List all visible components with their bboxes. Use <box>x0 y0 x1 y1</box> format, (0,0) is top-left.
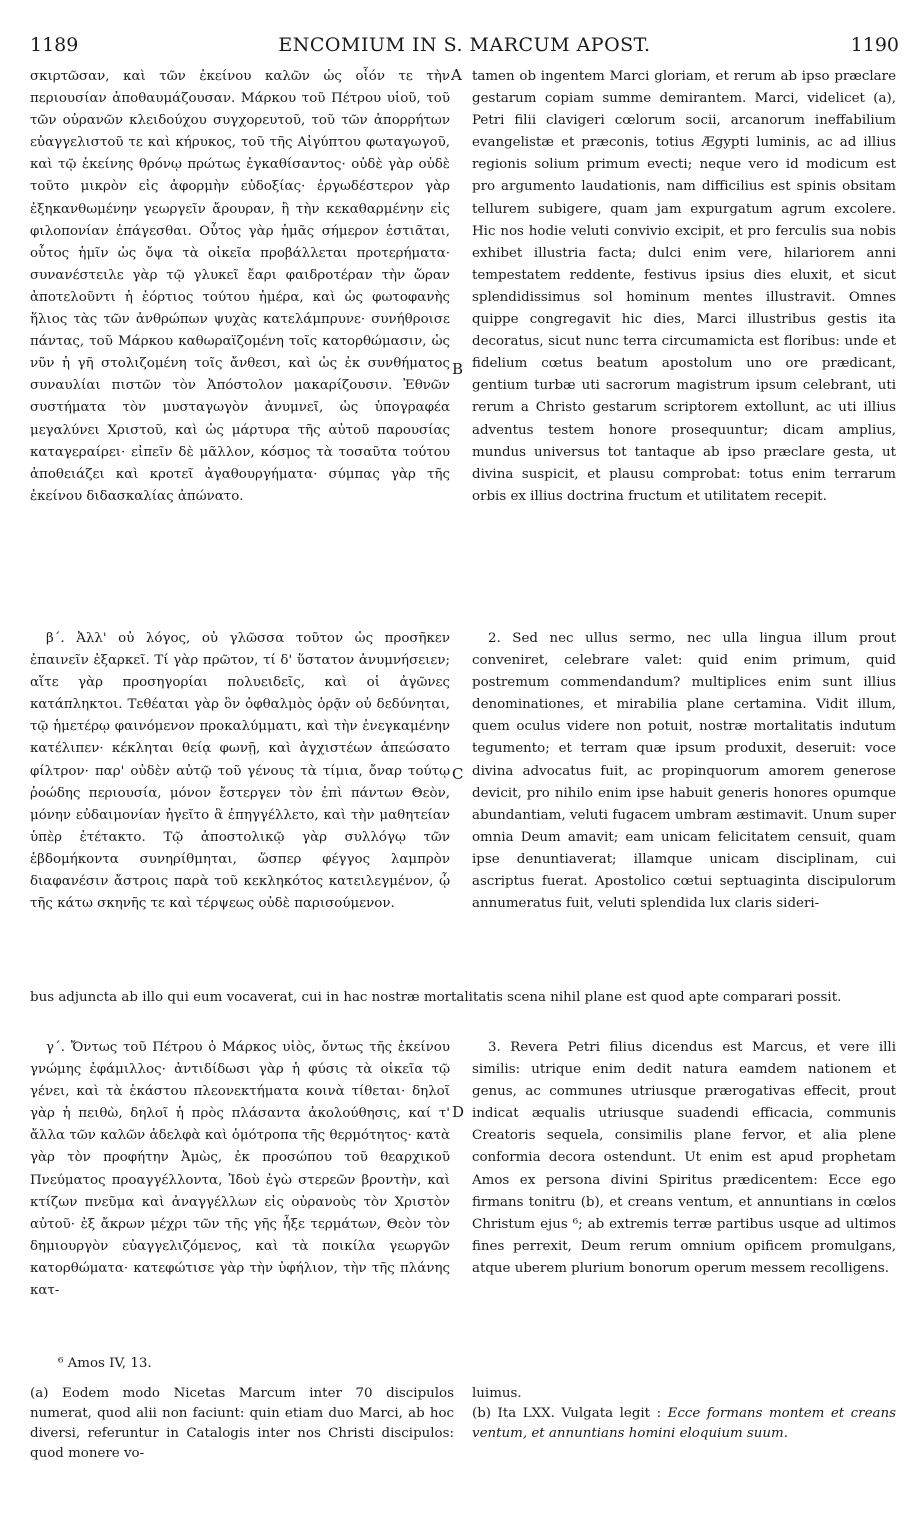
greek-column-section-1 <box>30 66 450 508</box>
running-title: ENCOMIUM IN S. MARCUM APOST. <box>278 34 651 56</box>
latin-column-section-1 <box>472 66 896 508</box>
latin-column-section-2 <box>472 628 896 915</box>
footnote-6: ⁶ Amos IV, 13. <box>58 1356 152 1371</box>
page-number-right: 1190 <box>850 34 899 56</box>
footnote-b-text <box>472 1404 896 1444</box>
footnote-b-label: (b) Ita LXX. Vulgata legit : <box>472 1406 668 1421</box>
footnote-b-quote: Ecce formans montem et creans ventum, et annuntians homini eloquium suum. <box>472 1406 896 1441</box>
margin-marker-b: B <box>452 360 464 378</box>
latin-paragraph: 3. Revera Petri filius dicendus est Marcus, et vere illi similis: utrique enim dedit natura eamdem nationem et genus, ac communes utriusque prærogativas effecit, prout indicat æqualis utriusque suadendi efficacia, communis Creatoris sequela, consimilis plane fervor, et alia plene conformia decora ostendunt. Ut enim est apud prophetam Amos ex persona divini Spiritus prædicentem: Ecce ego firmans tonitru (b), et creans ventum, et annuntians in cœlos Christum ejus ⁶; ab extremis terræ partibus usque ad ultimos fines perrexit, Deum rerum omnium opificem promulgans, atque uberem plurium bonorum operum messem recolligens. <box>472 1040 896 1276</box>
page-header <box>30 34 899 64</box>
greek-paragraph: γ΄. Ὄντως τοῦ Πέτρου ὁ Μάρκος υἱὸς, ὄντως τῆς ἐκείνου γνώμης ἐφάμιλλος· ἀντιδίδωσι γὰρ ἡ φύσις τὰ οἰκεῖα τῷ γένει, καὶ τὰ ἑκάστου πλεονεκτήματα κοινὰ τίθεται· δηλοῖ γὰρ ἡ πειθὼ, δηλοῖ ἡ πρὸς πλάσαντα ἀκολούθησις, καί τ' ἄλλα τῶν καλῶν ἀδελφὰ καὶ ὁμότροπα τῆς θερμότητος· κατὰ γὰρ τὸν προφήτην Ἀμὼς, ἐκ προσώπου τοῦ θεαρχικοῦ Πνεύματος προαγγέλλοντα, Ἰδοὺ ἐγὼ στερεῶν βροντὴν, καὶ κτίζων πνεῦμα καὶ ἀναγγέλλων εἰς οὐρανοὺς τὸν Χριστὸν αὐτοῦ· ἐξ ἄκρων μέχρι τῶν τῆς γῆς ἧξε τερμάτων, Θεὸν τὸν δημιουργὸν εὐαγγελιζόμενος, καὶ τὰ ποικίλα γεωργῶν κατορθώματα· κατεφώτισε γὰρ τὴν ὑφήλιον, τὴν τῆς πλάνης κατ- <box>30 1040 450 1299</box>
page-number-left: 1189 <box>30 34 79 56</box>
margin-marker-d: D <box>452 1103 465 1121</box>
greek-column-section-3 <box>30 1037 450 1302</box>
footnote-a-end: luimus. <box>472 1386 522 1401</box>
latin-paragraph: 2. Sed nec ullus sermo, nec ulla lingua illum prout conveniret, celebrare valet: quid enim primum, quid postremum commendandum? multiplices enim sunt illius denominationes, et mirabilia plane certamina. Vidit illum, quem oculus videre non potuit, nostræ mortalitatis indutum tegumento; et terram quæ ipsum produxit, deseruit: voce divina advocatus fuit, ac propinquorum amorem generose devicit, pro nihilo enim ipse habuit generis honores opumque abundantiam, veluti fugacem umbram æstimavit. Unum super omnia Deum amavit; eam unicam felicitatem censuit, quam ipse denuntiaverat; illamque unicam disciplinam, cui ascriptus fuerat. Apostolico cœtui septuaginta discipulorum annumeratus fuit, veluti splendida lux claris sideri- <box>472 631 896 912</box>
margin-marker-a: A <box>451 66 462 84</box>
greek-paragraph: β΄. Ἀλλ' οὐ λόγος, οὐ γλῶσσα τοῦτον ὡς προσῆκεν ἐπαινεῖν ἐξαρκεῖ. Τί γὰρ πρῶτον, τί δ' ὕστατον ἀνυμνήσειεν; αἵτε γὰρ προσηγορίαι πολυειδεῖς, καὶ οἱ ἀγῶνες κατάπληκτοι. Τεθέαται γὰρ ὃν ὀφθαλμὸς ὁρᾷν οὐ δεδύνηται, τῷ ἡμετέρῳ φαινόμενον προκαλύμματι, καὶ τὴν ἐνεγκαμένην κατέλιπεν· κέκληται θείᾳ φωνῇ, καὶ ἀγχιστέων ἀπεώσατο φίλτρον· παρ' οὐδὲν αὐτῷ τοῦ γένους τὰ τίμια, ὄναρ τούτῳ ῥοώδης περιουσία, μόνον ἔστεργεν τὸν ἐπὶ πάντων Θεὸν, μόνην εὐδαιμονίαν ἡγεῖτο ἃ ἐπηγγέλλετο, καὶ τὴν μαθητείαν ὑπὲρ ἐτέτακτο. Τῷ ἀποστολικῷ γὰρ συλλόγῳ τῶν ἑβδομήκοντα συνηρίθμηται, ὥσπερ φέγγος λαμπρὸν διαφανέσιν ἄστροις παρὰ τοῦ κεκληκότος κατειλεγμένον, ᾧ τῆς κάτω σκηνῆς τε καὶ τέρψεως οὐδὲ παρισούμενον. <box>30 631 450 912</box>
greek-paragraph: σκιρτῶσαν, καὶ τῶν ἐκείνου καλῶν ὡς οἷόν τε τὴν περιουσίαν ἀποθαυμάζουσαν. Μάρκου τοῦ Πέτρου υἱοῦ, τοῦ τῶν οὐρανῶν κλειδούχου συγχορευτοῦ, τοῦ τῶν ἀπορρήτων εὐαγγελιστοῦ τε καὶ κήρυκος, τοῦ τῆς Αἰγύπτου φωταγωγοῦ, καὶ τῷ ἐκείνης θρόνῳ πρώτως ἐγκαθίσαντος· οὐδὲ γὰρ οὐδὲ τοῦτο μικρὸν εἰς ἀφορμὴν εὐδοξίας· ἐργωδέστερον γὰρ ἐξηκανθωμένην γεωργεῖν ἄρουραν, ἢ τὴν κεκαθαρμένην εἰς φιλοπονίαν ἐπάγεσθαι. Οὗτος γὰρ ἡμᾶς σήμερον ἑστιᾶται, οὗτος ἡμῖν ὡς ὄψα τὰ οἰκεῖα προβάλλεται προτερήματα· συνανέστειλε γὰρ τῷ γλυκεῖ ἔαρι φαιδροτέραν τὴν ὥραν ἀποτελοῦντι ἡ ἑόρτιος τούτου ἡμέρα, καὶ ὡς φωτοφανὴς ἥλιος τὰς τῶν ἀνθρώπων ψυχὰς κατελάμπρυνε· συνήθροισε πάντας, τοῦ Μάρκου καθωραϊζομένη τοῖς κατορθώμασιν, ὡς νῦν ἡ γῆ στολιζομένη τοῖς ἄνθεσι, καὶ ὡς ἐκ συνθήματος συναυλίαι πιστῶν τὸν Ἀπόστολον μακαρίζουσιν. Ἐθνῶν συστήματα τὸν μυσταγωγὸν ἀνυμνεῖ, ὡς ὑπογραφέα μεγαλύνει Χριστοῦ, καὶ ὡς μάρτυρα τῆς αὐτοῦ παρουσίας καταγεραίρει· εἰπεῖν δὲ μᾶλλον, κόσμος τὰ τοσαῦτα τούτου ἀποθειάζει καὶ κροτεῖ ἀγαθουργήματα· σύμπας γὰρ τῆς ἐκείνου διδασκαλίας ἀπώνατο. <box>30 69 450 504</box>
footnote-a-text: (a) Eodem modo Nicetas Marcum inter 70 discipulos numerat, quod alii non faciunt: quin etiam duo Marci, ab hoc diversi, referuntur in Catalogis inter nos Christi discipulos: quod monere vo- <box>30 1386 454 1461</box>
full-width-continuation <box>30 987 896 1009</box>
latin-column-section-3 <box>472 1037 896 1280</box>
margin-marker-c: C <box>452 765 464 783</box>
latin-continuation: bus adjuncta ab illo qui eum vocaverat, cui in hac nostræ mortalitatis scena nihil plane est quod apte comparari possit. <box>30 990 842 1005</box>
footnote-a <box>30 1384 454 1464</box>
footnote-b <box>472 1384 896 1444</box>
greek-column-section-2 <box>30 628 450 915</box>
latin-paragraph: tamen ob ingentem Marci gloriam, et rerum ab ipso præclare gestarum copiam summe demirantem. Marci, videlicet (a), Petri filii clavigeri cœlorum socii, arcanorum ineffabilium evangelistæ et præconis, totius Ægypti luminis, ac ad illius regionis solium primum evecti; neque vero id modicum est pro argumento laudationis, nam difficilius est spinis obsitam tellurem subigere, quam jam expurgatum agrum excolere. Hic nos hodie veluti convivio excipit, et pro ferculis sua nobis exhibet illustria facta; dulci enim vere, hilariorem anni tempestatem reddente, festivus ipsius dies eluxit, et sicut splendidissimus sol hominum mentes illustravit. Omnes quippe congregavit hic dies, Marci illustribus gestis ita decoratus, sicut nunc terra circumamicta est floribus: unde et fidelium cœtus beatum apostolum uno ore prædicant, gentium turbæ uti sacrorum magistrum ipsum celebrant, uti rerum a Christo gestarum scriptorem extollunt, ac uti illius adventus testem honore prosequuntur; dicam amplius, mundus universus tot tantaque ab ipso præclare gesta, ut divina suspicit, et plausu comprobat: totus enim terrarum orbis ex illius doctrina fructum et utilitatem recepit. <box>472 69 896 504</box>
